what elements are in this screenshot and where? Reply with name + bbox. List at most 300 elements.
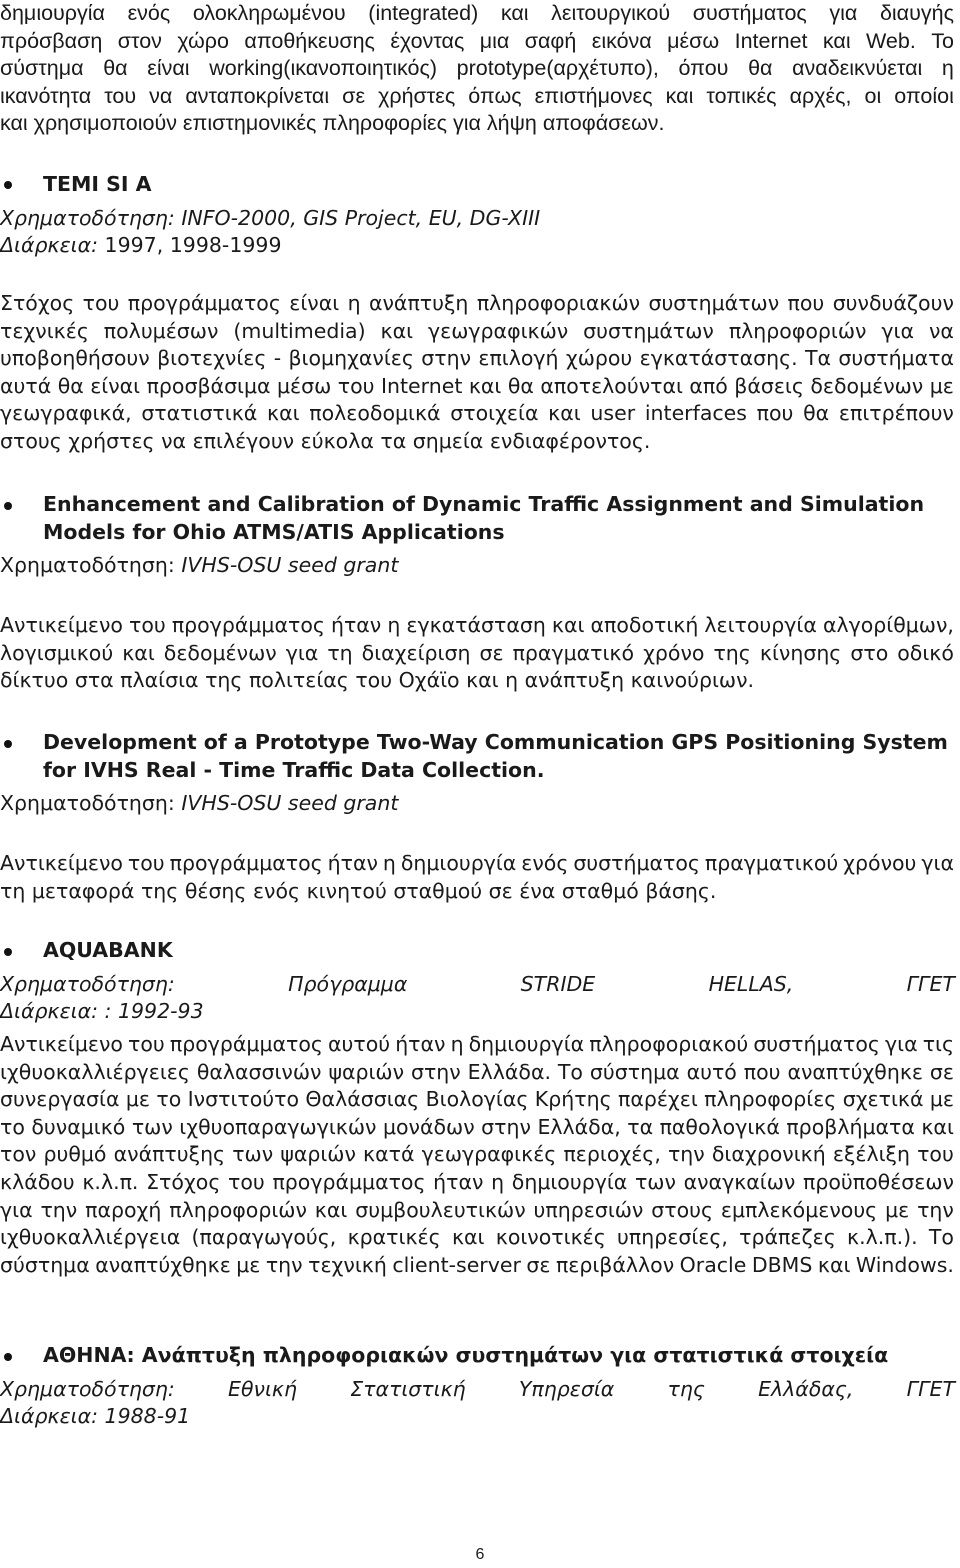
desc-line xyxy=(0,1224,954,1252)
word: κοινοτικές xyxy=(495,1225,606,1250)
funding-label: Χρηματοδότηση: xyxy=(0,972,175,996)
project-dta-meta xyxy=(0,552,955,579)
word: διαυγής xyxy=(879,1,954,25)
word: η xyxy=(382,851,396,875)
word: user xyxy=(590,401,636,426)
word: προγράμματος xyxy=(127,291,281,315)
intro-line xyxy=(0,28,954,56)
word: για xyxy=(881,318,914,343)
word: αναγκαίων xyxy=(683,1169,796,1194)
word: κρατικές xyxy=(347,1225,441,1250)
word: ιχθυοπαραγωγικών xyxy=(179,1114,377,1139)
project-title xyxy=(43,1341,955,1369)
word: χρόνο xyxy=(643,640,705,665)
word: αυτού xyxy=(328,1032,391,1056)
word: για xyxy=(285,640,319,665)
word: υπηρεσίες, xyxy=(617,1225,728,1250)
word: Internet xyxy=(380,373,463,398)
word: προγράμματος xyxy=(272,1169,426,1194)
word: και xyxy=(551,613,585,637)
duration-line xyxy=(0,232,955,259)
word: ικανότητα xyxy=(0,83,92,108)
word: αρχές, xyxy=(789,83,852,108)
word: αναπτύχθηκε xyxy=(787,1059,923,1084)
word: ιχθυοκαλλιέργεια xyxy=(0,1225,181,1250)
word: working(ικανοποιητικός) xyxy=(209,56,438,81)
word: που xyxy=(787,291,825,315)
word: τεχνικές xyxy=(0,318,89,343)
intro-line xyxy=(0,55,954,83)
duration-label: Διάρκεια: xyxy=(0,999,99,1023)
funding-line xyxy=(0,971,955,998)
word: του xyxy=(127,851,165,875)
desc-line xyxy=(0,1197,954,1225)
project-dta-description xyxy=(0,612,954,695)
word: ήταν xyxy=(330,613,382,637)
word: πληροφοριακών xyxy=(476,291,641,315)
funding-value: INFO-2000, GIS Project, EU, DG-XIII xyxy=(181,206,541,230)
word: θα xyxy=(507,373,534,398)
word: οδικό xyxy=(897,640,954,665)
desc-line xyxy=(0,345,954,373)
word: κ.λ.π.). xyxy=(847,1225,918,1250)
word: την xyxy=(667,1142,705,1167)
word: ενός xyxy=(521,851,569,875)
intro-line xyxy=(0,0,954,28)
word: θα xyxy=(748,56,773,81)
word: πληροφοριακού xyxy=(589,1032,749,1056)
word: της xyxy=(713,640,751,665)
word: σύστημα xyxy=(0,56,84,81)
desc-line xyxy=(0,1141,954,1169)
funding-line xyxy=(0,205,955,232)
word: των xyxy=(232,1142,274,1167)
word: δεδομένων xyxy=(810,373,924,398)
word: αποδοτική xyxy=(590,613,699,637)
word: prototype(αρχέτυπο), xyxy=(456,56,659,81)
word: θα xyxy=(103,56,128,81)
word: αναπτύχθηκε xyxy=(95,1252,231,1277)
word: προσβάσιμα xyxy=(146,373,271,398)
word: αποθήκευσης xyxy=(244,28,375,53)
project-title-line: Enhancement and Calibration of Dynamic Traffic Assignment and Simulation xyxy=(43,492,925,516)
word: (παραγωγούς, xyxy=(191,1225,337,1250)
word: τα xyxy=(627,1114,654,1139)
word: εγκατάστασης. xyxy=(639,346,798,371)
word: εικόνα xyxy=(591,28,652,53)
word: και xyxy=(921,1114,954,1139)
word: ενός xyxy=(127,1,171,25)
word: (integrated) xyxy=(368,1,479,25)
word: με xyxy=(236,1252,261,1277)
word: στους xyxy=(651,1197,714,1222)
word: οποίοι xyxy=(894,83,954,108)
word: περιοχές, xyxy=(563,1142,661,1167)
word: δεδομένων xyxy=(163,640,277,665)
word: ήταν xyxy=(433,1169,484,1194)
word: ψαριών xyxy=(280,1142,356,1167)
duration-label: Διάρκεια: xyxy=(0,233,99,257)
word: θαλασσινών xyxy=(196,1059,322,1084)
word: υπηρεσιών xyxy=(533,1197,644,1222)
word: να xyxy=(149,83,173,108)
word: το xyxy=(0,1114,25,1139)
desc-line xyxy=(0,373,954,401)
funding-line xyxy=(0,1376,955,1403)
word: δημιουργία xyxy=(511,1169,628,1194)
word: εμπλεκόμενους xyxy=(720,1197,878,1222)
word: είναι xyxy=(90,373,141,398)
funding-word: Εθνική xyxy=(228,1377,297,1401)
funding-label: Χρηματοδότηση: xyxy=(0,1377,175,1401)
word: για xyxy=(921,851,954,875)
word: interfaces xyxy=(644,401,747,426)
word: εγκατάσταση xyxy=(406,613,546,637)
word: Αντικείμενο xyxy=(0,1032,123,1056)
word: κατά xyxy=(363,1142,415,1167)
desc-line xyxy=(0,318,954,346)
word: λογισμικού xyxy=(0,640,114,665)
word: ιχθυοκαλλιέργειες xyxy=(0,1059,190,1084)
word: των xyxy=(131,1114,173,1139)
word: προγράμματος xyxy=(169,851,323,875)
word: συνδυάζουν xyxy=(832,291,954,315)
desc-line xyxy=(0,1169,954,1197)
funding-word: STRIDE xyxy=(520,972,596,996)
word: θα xyxy=(57,373,84,398)
word: όπου xyxy=(678,56,729,81)
funding-label: Χρηματοδότηση: xyxy=(0,206,175,230)
word: ολοκληρωμένου xyxy=(192,1,346,25)
word: του xyxy=(337,373,375,398)
word: γεωγραφικές xyxy=(421,1142,557,1167)
desc-line xyxy=(0,1059,954,1087)
word: προβλήματα xyxy=(786,1114,915,1139)
word: σύστημα xyxy=(0,1252,90,1277)
word: πληροφοριών xyxy=(728,318,867,343)
word: και xyxy=(451,1225,485,1250)
word: παρέχει xyxy=(617,1087,698,1112)
funding-value: IVHS-OSU seed grant xyxy=(181,553,399,577)
word: παθολογικά xyxy=(659,1114,780,1139)
intro-line xyxy=(0,83,954,111)
word: συμβουλευτικών xyxy=(355,1197,526,1222)
word: σε xyxy=(526,1252,551,1277)
word: προγράμματος xyxy=(169,1032,323,1056)
word: Ελλάδα. xyxy=(467,1059,551,1084)
word: χρόνου xyxy=(843,851,917,875)
word: στην xyxy=(481,1114,531,1139)
word: Θαλάσσιας xyxy=(305,1087,420,1112)
word: Windows. xyxy=(855,1252,954,1277)
word: Βιολογίας xyxy=(425,1087,529,1112)
word: πληροφορίες xyxy=(704,1087,837,1112)
word: κ.λ.π. xyxy=(82,1169,139,1194)
word: προγράμματος xyxy=(171,613,325,637)
word: και xyxy=(817,1252,851,1277)
word: τεχνική xyxy=(308,1252,387,1277)
word: για xyxy=(885,1032,918,1056)
intro-line: και χρησιμοποιούν επιστημονικές πληροφορίες για λήψη αποφάσεων. xyxy=(0,111,665,136)
word: μέσω xyxy=(277,373,332,398)
word: προϋποθέσεων xyxy=(803,1169,954,1194)
word: συστήματα xyxy=(838,346,954,371)
word: και xyxy=(380,318,414,343)
word: μέσω xyxy=(667,28,720,53)
desc-line xyxy=(0,1252,954,1280)
word: που xyxy=(743,1059,781,1084)
desc-line: τη μεταφορά της θέσης ενός κινητού σταθμού σε ένα σταθμό βάσης. xyxy=(0,878,717,903)
word: βάσεις xyxy=(734,373,804,398)
word: πληροφοριών xyxy=(169,1197,307,1222)
word: σε xyxy=(929,1059,954,1084)
word: συστήματος xyxy=(692,1,807,25)
word: γεωγραφικά, xyxy=(0,401,132,426)
word: η xyxy=(491,1169,505,1194)
word: Το xyxy=(928,1225,954,1250)
word: τράπεζες xyxy=(739,1225,836,1250)
funding-word: Ελλάδας, xyxy=(758,1377,854,1401)
word: επιστήμονες xyxy=(534,83,653,108)
intro-paragraph xyxy=(0,0,954,138)
word: χρήστες xyxy=(378,83,456,108)
project-gps-description xyxy=(0,850,954,905)
word: πολυμέσων xyxy=(103,318,219,343)
desc-line xyxy=(0,400,954,428)
funding-line xyxy=(0,552,955,579)
word: οι xyxy=(864,83,882,108)
word: υποβοηθήσουν xyxy=(0,346,150,371)
project-title-line: ΑΘΗΝΑ: Ανάπτυξη πληροφοριακών συστημάτων για στατιστικά στοιχεία xyxy=(43,1343,889,1367)
bullet-icon xyxy=(4,740,12,748)
word: Κρήτης xyxy=(534,1087,612,1112)
duration-value: 1988-91 xyxy=(104,1404,191,1428)
desc-line xyxy=(0,1114,954,1142)
word: σαφή xyxy=(524,28,577,53)
funding-word: Υπηρεσία xyxy=(518,1377,615,1401)
word: διαχείριση xyxy=(361,640,471,665)
word: με xyxy=(929,373,954,398)
project-title-line: AQUABANK xyxy=(43,938,173,962)
project-temisia-meta xyxy=(0,205,955,259)
funding-line xyxy=(0,790,955,817)
word: συστήματος xyxy=(573,851,700,875)
project-gps-meta xyxy=(0,790,955,817)
word: στην xyxy=(410,1059,461,1084)
desc-line xyxy=(0,1086,954,1114)
word: περιβάλλον xyxy=(555,1252,675,1277)
word: δυναμικό xyxy=(31,1114,126,1139)
word: όπως xyxy=(468,83,522,108)
word: του xyxy=(917,1142,954,1167)
word: ήταν xyxy=(327,851,378,875)
word: (multimedia) xyxy=(233,318,366,343)
word: DBMS xyxy=(751,1252,813,1277)
project-title-line: Development of a Prototype Two-Way Communication GPS Positioning System xyxy=(43,730,948,754)
funding-word: ΓΓΕΤ xyxy=(906,1377,955,1401)
word: πραγματικό xyxy=(512,640,635,665)
word: συστήματος xyxy=(753,1032,880,1056)
word: συνεργασία xyxy=(0,1087,120,1112)
word: αναδεικνύεται xyxy=(792,56,923,81)
word: και xyxy=(822,28,851,53)
word: Web. xyxy=(866,28,916,53)
word: Στόχος xyxy=(0,291,75,315)
word: τη xyxy=(327,640,353,665)
bullet-icon xyxy=(4,1353,12,1361)
word: στον xyxy=(117,28,162,53)
word: με xyxy=(885,1197,910,1222)
word: ανάπτυξη xyxy=(368,291,469,315)
word: ήταν xyxy=(395,1032,446,1056)
word: client-server xyxy=(392,1252,521,1277)
word: από xyxy=(689,373,728,398)
word: επιλογή xyxy=(478,346,559,371)
funding-word: ΓΓΕΤ xyxy=(906,972,955,996)
word: Αντικείμενο xyxy=(0,613,123,637)
word: την xyxy=(917,1197,954,1222)
word: και xyxy=(314,1197,348,1222)
word: και xyxy=(468,373,502,398)
word: ανάπτυξης xyxy=(113,1142,226,1167)
desc-line: στους χρήστες να επιλέγουν εύκολα τα σημεία ενδιαφέροντος. xyxy=(0,428,651,453)
word: σύστημα xyxy=(589,1059,680,1084)
word: ρυθμό xyxy=(43,1142,107,1167)
funding-word: HELLAS, xyxy=(708,972,794,996)
word: μονάδων xyxy=(382,1114,475,1139)
word: αλγορίθμων, xyxy=(822,613,954,637)
word: Internet xyxy=(734,28,808,53)
word: δημιουργία xyxy=(0,1,105,25)
word: κίνησης xyxy=(759,640,842,665)
funding-word: Στατιστική xyxy=(350,1377,466,1401)
word: με xyxy=(929,1087,954,1112)
word: με xyxy=(125,1087,150,1112)
word: των xyxy=(634,1169,676,1194)
duration-label: Διάρκεια: xyxy=(0,1404,99,1428)
word: και xyxy=(267,401,300,426)
project-title-line: for IVHS Real - Time Traffic Data Collection. xyxy=(43,758,545,782)
word: η xyxy=(387,613,401,637)
word: θα xyxy=(803,401,830,426)
word: Oracle xyxy=(679,1252,747,1277)
word: κλάδου xyxy=(0,1169,75,1194)
word: η xyxy=(941,56,954,81)
funding-label: Χρηματοδότηση: xyxy=(0,553,175,577)
word: γεωγραφικών xyxy=(428,318,569,343)
word: του xyxy=(104,83,137,108)
word: Στόχος xyxy=(146,1169,221,1194)
word: εξέλιξη xyxy=(832,1142,910,1167)
word: που xyxy=(756,401,794,426)
word: του xyxy=(228,1169,265,1194)
desc-line xyxy=(0,290,954,318)
desc-line xyxy=(0,640,954,668)
word: στοιχεία xyxy=(450,401,539,426)
word: λειτουργία xyxy=(704,613,817,637)
word: του xyxy=(128,1032,165,1056)
word: και xyxy=(548,401,581,426)
project-athina-meta xyxy=(0,1376,955,1430)
project-title xyxy=(43,936,955,964)
word: Το xyxy=(931,28,954,53)
word: Ελλάδα, xyxy=(537,1114,621,1139)
word: στατιστικά xyxy=(141,401,258,426)
word: την xyxy=(40,1197,78,1222)
project-title xyxy=(43,728,955,784)
project-title xyxy=(43,490,955,546)
word: χώρο xyxy=(177,28,229,53)
word: διαχρονική xyxy=(711,1142,826,1167)
word: του xyxy=(129,613,166,637)
word: είναι xyxy=(147,56,190,81)
word: πολεοδομικά xyxy=(309,401,441,426)
word: πρόσβαση xyxy=(0,28,103,53)
bullet-icon xyxy=(4,181,12,189)
word: συστημάτων xyxy=(583,318,714,343)
word: και xyxy=(122,640,155,665)
word: βιοτεχνίες xyxy=(157,346,267,371)
word: βιομηχανίες xyxy=(288,346,414,371)
word: Αντικείμενο xyxy=(0,851,123,875)
word: σε xyxy=(342,83,366,108)
word: στην xyxy=(421,346,472,371)
word: μια xyxy=(479,28,510,53)
funding-label: Χρηματοδότηση: xyxy=(0,791,175,815)
duration-line xyxy=(0,1403,955,1430)
project-title-line: Models for Ohio ATMS/ATIS Applications xyxy=(43,520,505,544)
word: τοπικές xyxy=(706,83,777,108)
project-aquabank-meta xyxy=(0,971,955,1025)
word: είναι xyxy=(289,291,340,315)
project-aquabank-description xyxy=(0,1031,954,1279)
word: τον xyxy=(0,1142,37,1167)
word: έχοντας xyxy=(390,28,465,53)
word: για xyxy=(829,1,858,25)
word: ανταποκρίνεται xyxy=(185,83,330,108)
duration-line xyxy=(0,998,955,1025)
bullet-icon xyxy=(4,948,12,956)
word: του xyxy=(82,291,120,315)
word: και xyxy=(500,1,529,25)
project-title xyxy=(43,170,955,198)
word: - xyxy=(273,346,282,371)
word: χώρου xyxy=(565,346,633,371)
word: Ινστιτούτο xyxy=(187,1087,300,1112)
word: αυτά xyxy=(0,373,52,398)
word: λειτουργικού xyxy=(551,1,671,25)
bullet-icon xyxy=(4,502,12,510)
word: και xyxy=(665,83,694,108)
desc-line xyxy=(0,1031,954,1059)
page-number: 6 xyxy=(475,1546,485,1563)
duration-value: 1997, 1998-1999 xyxy=(104,233,282,257)
desc-line xyxy=(0,612,954,640)
word: Το xyxy=(557,1059,583,1084)
word: αποτελούνται xyxy=(540,373,683,398)
funding-value: IVHS-OSU seed grant xyxy=(181,791,399,815)
word: για xyxy=(0,1197,33,1222)
word: τις xyxy=(922,1032,954,1056)
word: η xyxy=(450,1032,464,1056)
word: Τα xyxy=(805,346,832,371)
project-temisia-description xyxy=(0,290,954,456)
word: επιτρέπουν xyxy=(838,401,954,426)
word: δημιουργία xyxy=(468,1032,585,1056)
word: να xyxy=(928,318,954,343)
desc-line xyxy=(0,850,954,878)
word: την xyxy=(265,1252,303,1277)
